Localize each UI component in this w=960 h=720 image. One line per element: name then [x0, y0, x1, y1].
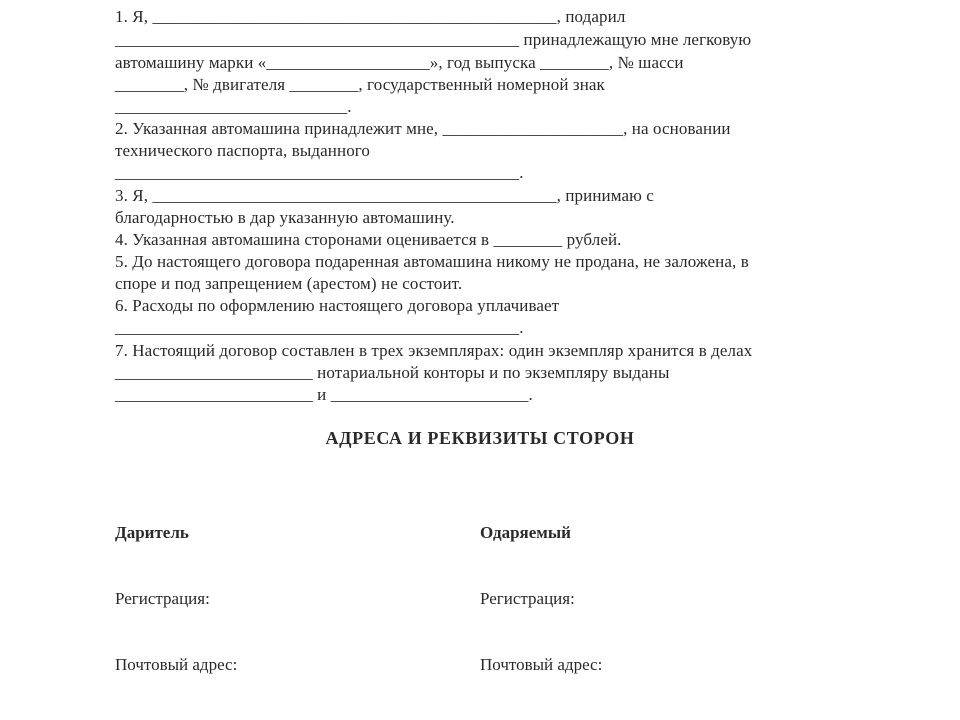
section-title: АДРЕСА И РЕКВИЗИТЫ СТОРОН [325, 428, 635, 448]
clause-3-line-2: благодарностью в дар указанную автомашину. [115, 208, 455, 227]
recipient-role: Одаряемый [480, 523, 571, 542]
clause-5-line-2: споре и под запрещением (арестом) не состоит. [115, 274, 463, 293]
clause-1-line-3: автомашину марки «___________________», год выпуска ________, № шасси [115, 53, 684, 72]
clause-7-line-2: _______________________ нотариальной конторы и по экземпляру выданы [115, 363, 670, 382]
donor-postal-label: Почтовый адрес: [115, 655, 238, 674]
clause-6-line-2: _______________________________________________. [115, 318, 524, 337]
clause-1-line-2: _______________________________________________ принадлежащую мне легковую [115, 30, 752, 49]
clause-1-line-1: 1. Я, _______________________________________________, подарил [115, 7, 626, 26]
clause-4-line-1: 4. Указанная автомашина сторонами оценивается в ________ рублей. [115, 230, 622, 249]
clause-5-line-1: 5. До настоящего договора подаренная автомашина никому не продана, не заложена, в [115, 252, 749, 271]
donor-registration-label: Регистрация: [115, 589, 210, 608]
recipient-postal-label: Почтовый адрес: [480, 655, 603, 674]
recipient-registration-label: Регистрация: [480, 589, 575, 608]
clause-7-line-3: _______________________ и _______________________. [115, 385, 533, 404]
clause-2-line-3: _______________________________________________. [115, 163, 524, 182]
clause-7-line-1: 7. Настоящий договор составлен в трех экземплярах: один экземпляр хранится в делах [115, 341, 753, 360]
donor-block [115, 478, 237, 720]
donor-role: Даритель [115, 523, 189, 542]
clause-1-line-4: ________, № двигателя ________, государственный номерной знак [115, 75, 605, 94]
clause-6-line-1: 6. Расходы по оформлению настоящего договора уплачивает [115, 296, 560, 315]
clause-3-line-1: 3. Я, _______________________________________________, принимаю с [115, 186, 654, 205]
clause-2-line-2: технического паспорта, выданного [115, 141, 371, 160]
clause-1-line-5: ___________________________. [115, 97, 352, 116]
clause-2-line-1: 2. Указанная автомашина принадлежит мне, _____________________, на основании [115, 119, 731, 138]
recipient-block [480, 478, 602, 720]
